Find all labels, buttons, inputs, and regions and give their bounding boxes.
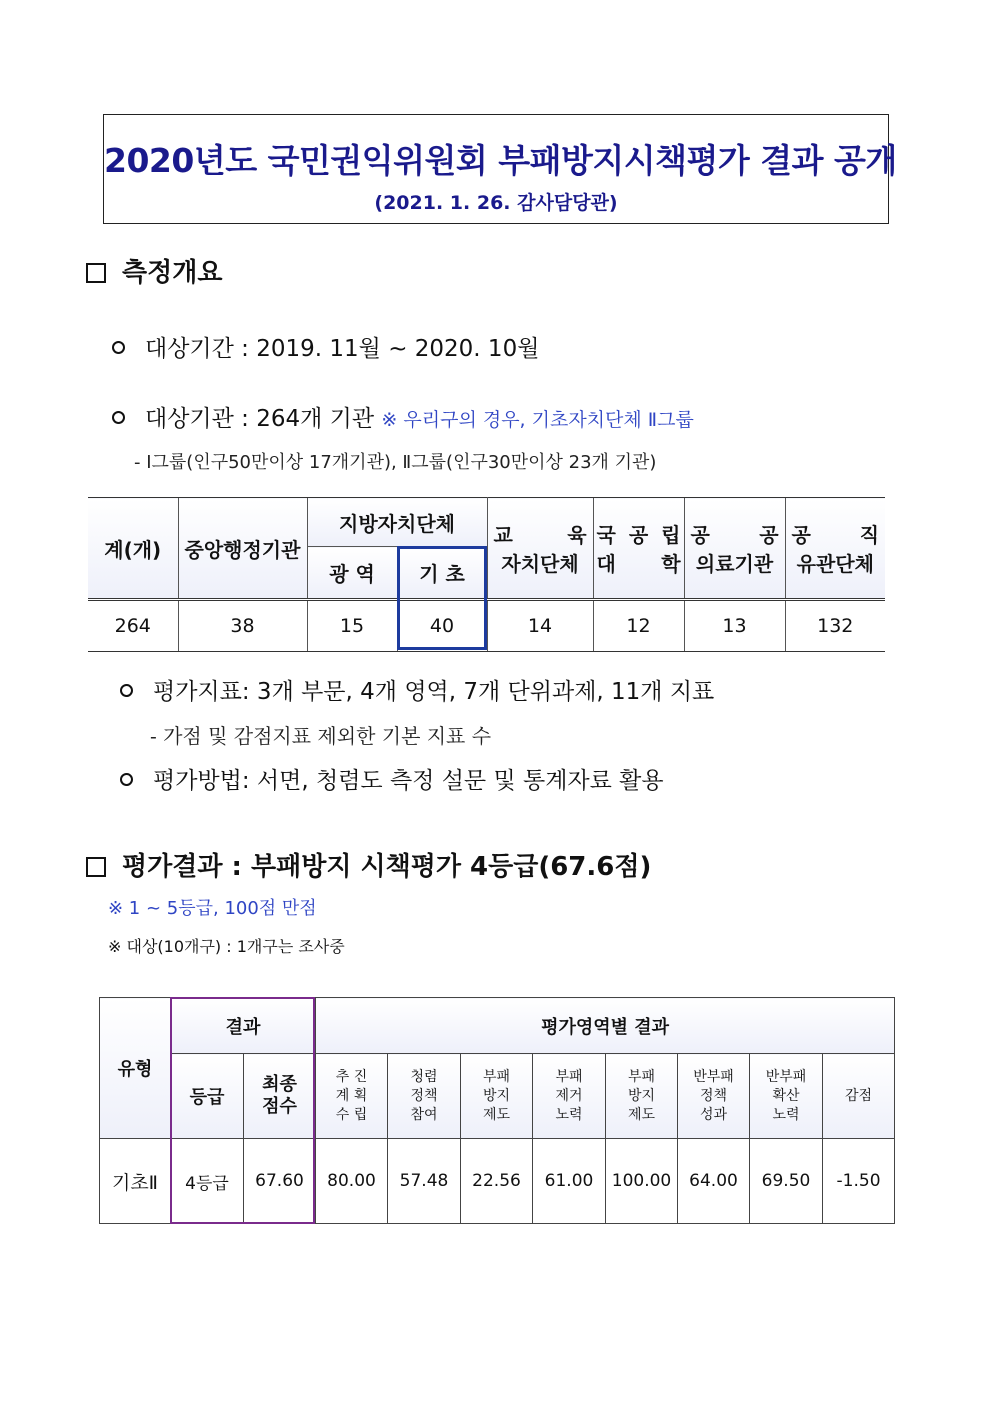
target-line — [112, 400, 694, 433]
page-title: 2020년도 국민권익위원회 부패방지시책평가 결과 공개 — [104, 141, 897, 180]
value-basic: 40 — [397, 600, 487, 652]
header-area-7: 반부패 확산 노력 — [750, 1054, 823, 1139]
row-type: 기초Ⅱ — [100, 1139, 171, 1224]
header-basic: 기 초 — [397, 547, 487, 600]
header-area-1: 추 진 계 획 수 립 — [316, 1054, 388, 1139]
header-area-5: 부패 방지 제도 — [606, 1054, 678, 1139]
header-area-results: 평가영역별 결과 — [316, 998, 895, 1054]
row-final-score: 67.60 — [244, 1139, 316, 1224]
method-text: 평가방법: 서면, 청렴도 측정 설문 및 통계자료 활용 — [153, 768, 664, 794]
row-grade: 4등급 — [171, 1139, 244, 1224]
header-area-4: 부패 제거 노력 — [533, 1054, 606, 1139]
circle-bullet-icon — [120, 773, 133, 786]
value-central: 38 — [178, 600, 307, 652]
circle-bullet-icon — [120, 684, 133, 697]
target-text: 대상기관 : 264개 기관 — [145, 406, 375, 432]
period-text: 대상기간 : 2019. 11월 ~ 2020. 10월 — [145, 336, 540, 362]
header-result: 결과 — [171, 998, 316, 1054]
row-score-1: 80.00 — [316, 1139, 388, 1224]
row-score-7: 69.50 — [750, 1139, 823, 1224]
value-regional: 15 — [307, 600, 397, 652]
target-count-note: ※ 대상(10개구) : 1개구는 조사중 — [108, 937, 345, 956]
header-total: 계(개) — [88, 498, 178, 600]
section-heading-overview — [86, 252, 222, 289]
value-total: 264 — [88, 600, 178, 652]
header-deduction: 감점 — [823, 1054, 895, 1139]
header-edu: 교 육 자치단체 — [487, 498, 593, 600]
period-line — [112, 330, 539, 363]
value-univ: 12 — [593, 600, 684, 652]
indicator-line — [120, 673, 714, 706]
header-public-org: 공 직 유관단체 — [785, 498, 885, 600]
indicator-text: 평가지표: 3개 부문, 4개 영역, 7개 단위과제, 11개 지표 — [153, 679, 715, 705]
title-box — [103, 114, 897, 224]
row-score-5: 100.00 — [606, 1139, 678, 1224]
circle-bullet-icon — [112, 341, 125, 354]
circle-bullet-icon — [112, 411, 125, 424]
header-area-2: 청렴 정책 참여 — [388, 1054, 461, 1139]
header-central: 중앙행정기관 — [178, 498, 307, 600]
header-medical: 공 공 의료기관 — [684, 498, 785, 600]
header-local: 지방자치단체 — [307, 498, 487, 547]
header-final-score: 최종 점수 — [244, 1054, 316, 1139]
result-highlight-box — [170, 997, 315, 1224]
row-score-2: 57.48 — [388, 1139, 461, 1224]
value-public-org: 132 — [785, 600, 885, 652]
row-deduction: -1.50 — [823, 1139, 895, 1224]
header-area-3: 부패 방지 제도 — [461, 1054, 533, 1139]
basic-highlight-box — [397, 546, 487, 650]
row-score-4: 61.00 — [533, 1139, 606, 1224]
header-type: 유형 — [100, 998, 171, 1139]
value-edu: 14 — [487, 600, 593, 652]
value-medical: 13 — [684, 600, 785, 652]
section-heading-results — [86, 846, 651, 883]
header-grade: 등급 — [171, 1054, 244, 1139]
row-score-6: 64.00 — [678, 1139, 750, 1224]
header-area-6: 반부패 정책 성과 — [678, 1054, 750, 1139]
checkbox-square-icon — [86, 263, 106, 283]
target-note: ※ 우리구의 경우, 기초자치단체 Ⅱ그룹 — [381, 409, 694, 431]
page-subtitle: (2021. 1. 26. 감사담당관) — [374, 192, 618, 214]
section-heading-text: 측정개요 — [122, 258, 223, 288]
grade-scale-note: ※ 1 ~ 5등급, 100점 만점 — [108, 898, 317, 919]
header-regional: 광 역 — [307, 547, 397, 600]
indicator-sub: - 가점 및 감점지표 제외한 기본 지표 수 — [150, 724, 492, 748]
header-univ: 국 공 립 대 학 — [593, 498, 684, 600]
group-line: - Ⅰ그룹(인구50만이상 17개기관), Ⅱ그룹(인구30만이상 23개 기관) — [134, 452, 657, 473]
checkbox-square-icon — [86, 857, 106, 877]
method-line — [120, 762, 664, 795]
row-score-3: 22.56 — [461, 1139, 533, 1224]
section-heading-text: 평가결과 : 부패방지 시책평가 4등급(67.6점) — [122, 852, 652, 882]
